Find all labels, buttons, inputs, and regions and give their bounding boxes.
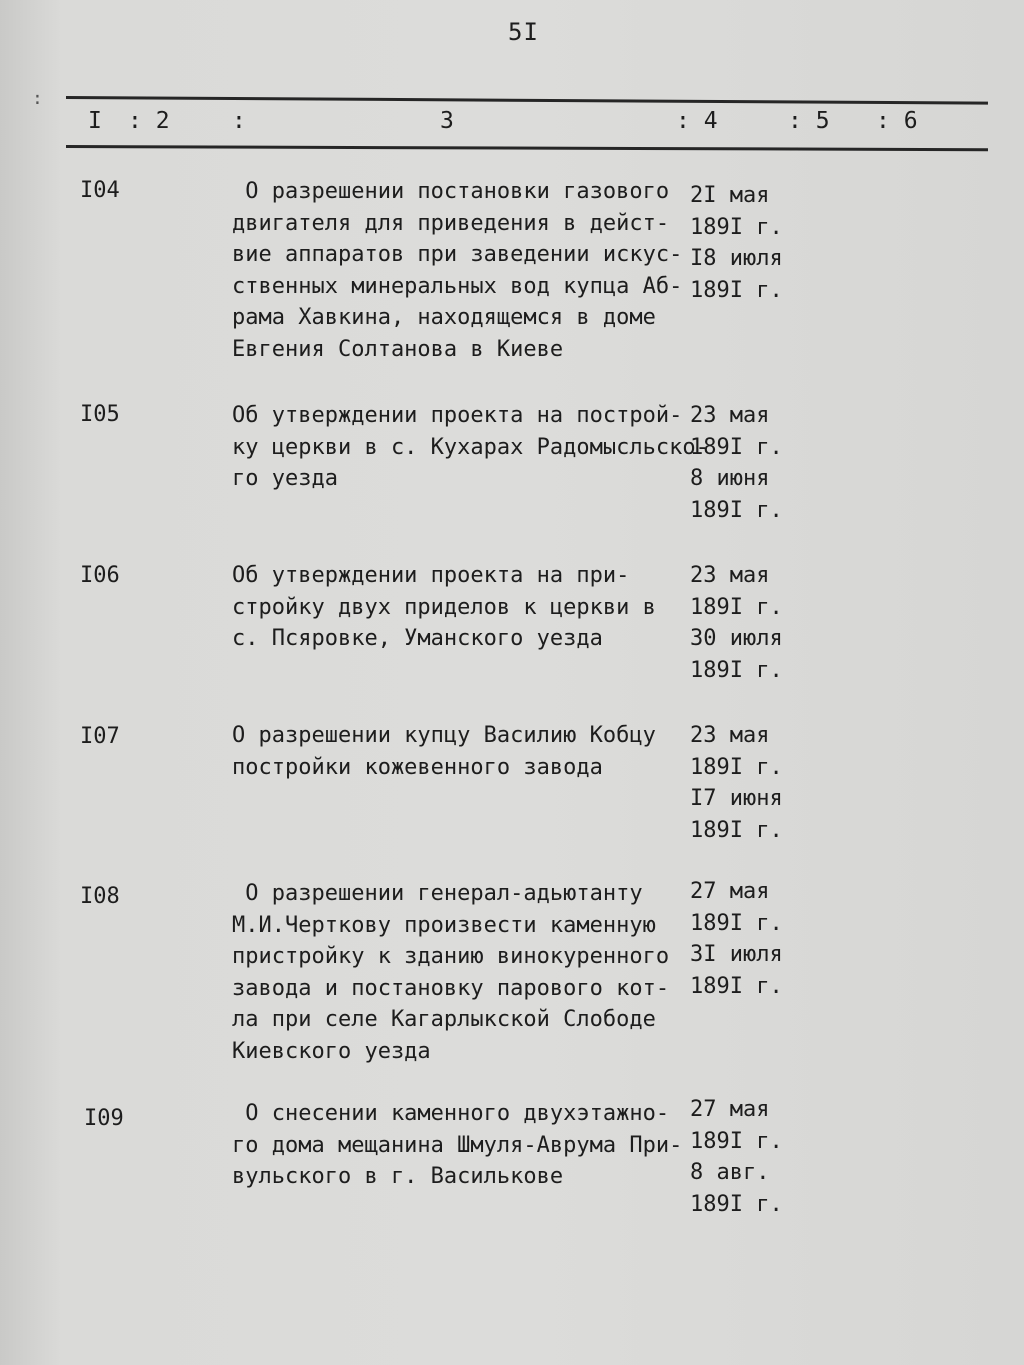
date-line: 23 мая	[690, 723, 770, 748]
description-line: Об утверждении проекта на построй-	[232, 403, 683, 428]
date-line: 8 июня	[690, 466, 770, 491]
column-header-4: : 4	[676, 108, 718, 134]
entry-description	[232, 560, 692, 655]
description-line: двигателя для приведения в дейст-	[232, 210, 670, 236]
entry-number: I09	[84, 1106, 124, 1131]
entry-number: I07	[80, 724, 120, 749]
description-line: Евгения Солтанова в Киеве	[232, 336, 564, 362]
entry-number: I06	[80, 563, 120, 588]
description-line: завода и постановку парового кот-	[232, 975, 670, 1001]
description-line: О разрешении постановки газового	[232, 179, 670, 204]
column-header-3: 3	[440, 108, 454, 134]
description-line: О снесении каменного двухэтажно-	[232, 1101, 670, 1126]
entry-dates	[690, 1094, 800, 1220]
date-line: 189I г.	[690, 1128, 783, 1154]
description-line: рама Хавкина, находящемся в доме	[232, 305, 656, 330]
margin-mark: :	[32, 88, 43, 109]
date-line: I7 июня	[690, 786, 783, 811]
description-line: О разрешении генерал-адьютанту	[232, 881, 643, 906]
entry-number: I05	[80, 402, 120, 427]
description-line: постройки кожевенного завода	[232, 754, 603, 780]
entry-dates	[690, 720, 800, 846]
entry-dates	[690, 180, 800, 306]
date-line: 189I г.	[690, 497, 783, 523]
description-line: с. Псяровке, Уманского уезда	[232, 626, 603, 651]
description-line: ственных минеральных вод купца Аб-	[232, 273, 683, 299]
description-line: О разрешении купцу Василию Кобцу	[232, 723, 656, 748]
entry-description	[232, 720, 692, 783]
description-line: ку церкви в с. Кухарах Радомысльско-	[232, 434, 709, 460]
date-line: 30 июля	[690, 626, 783, 651]
date-line: 27 мая	[690, 1097, 770, 1122]
date-line: 23 мая	[690, 403, 770, 428]
date-line: 23 мая	[690, 563, 770, 588]
entry-dates	[690, 876, 800, 1002]
description-line: ла при селе Кагарлыкской Слободе	[232, 1007, 656, 1032]
date-line: 189I г.	[690, 1191, 783, 1217]
column-header-1: I	[88, 108, 102, 134]
entry-description	[232, 176, 692, 365]
description-line: М.И.Черткову произвести каменную	[232, 912, 656, 938]
date-line: 189I г.	[690, 594, 783, 620]
date-line: 189I г.	[690, 277, 783, 303]
description-line: Киевского уезда	[232, 1038, 431, 1064]
entry-number: I04	[80, 178, 120, 203]
date-line: 189I г.	[690, 910, 783, 936]
date-line: 27 мая	[690, 879, 770, 904]
entry-description	[232, 878, 692, 1067]
description-line: пристройку к зданию винокуренного	[232, 944, 670, 969]
description-line: стройку двух приделов к церкви в	[232, 594, 656, 620]
date-line: 189I г.	[690, 817, 783, 843]
description-line: Об утверждении проекта на при-	[232, 563, 630, 588]
description-line: вие аппаратов при заведении искус-	[232, 242, 683, 267]
entry-description	[232, 1098, 692, 1193]
header-rule-top	[66, 96, 988, 105]
date-line: 8 авг.	[690, 1160, 770, 1185]
description-line: го дома мещанина Шмуля-Аврума При-	[232, 1132, 683, 1158]
entry-number: I08	[80, 884, 120, 909]
column-header-separator: :	[232, 108, 246, 134]
entry-dates	[690, 560, 800, 686]
date-line: I8 июля	[690, 246, 783, 271]
date-line: 2I мая	[690, 183, 770, 208]
header-rule-bottom	[66, 145, 988, 151]
date-line: 3I июля	[690, 942, 783, 967]
entry-dates	[690, 400, 800, 526]
date-line: 189I г.	[690, 434, 783, 460]
column-header-5: : 5	[788, 108, 830, 134]
date-line: 189I г.	[690, 973, 783, 999]
description-line: вульского в г. Василькове	[232, 1164, 564, 1189]
column-header-6: : 6	[876, 108, 918, 134]
entry-description	[232, 400, 709, 495]
date-line: 189I г.	[690, 754, 783, 780]
column-header-2: : 2	[128, 108, 170, 134]
page-number: 5I	[508, 18, 539, 46]
description-line: го уезда	[232, 466, 338, 491]
date-line: 189I г.	[690, 214, 783, 240]
date-line: 189I г.	[690, 657, 783, 683]
